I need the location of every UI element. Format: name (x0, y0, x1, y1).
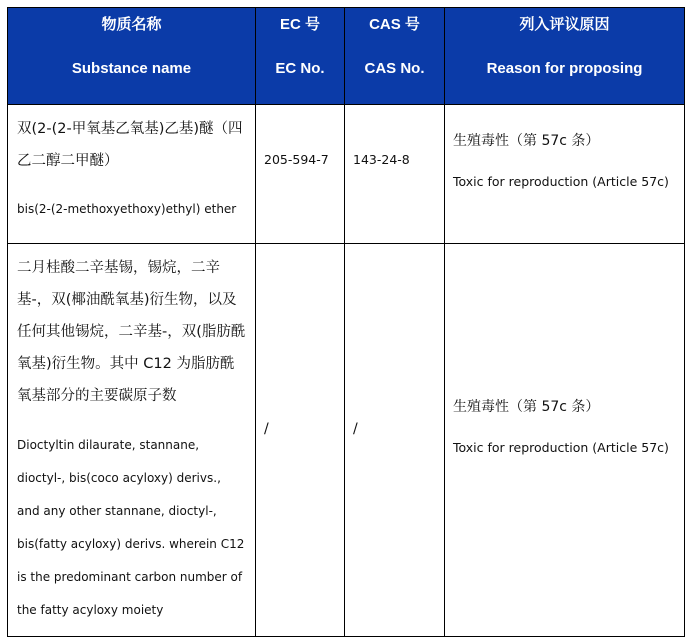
substance-name-zh: 双(2-(2-甲氧基乙氧基)乙基)醚（四乙二醇二甲醚） (17, 121, 243, 169)
header-reason (445, 8, 685, 105)
reason-cell (445, 105, 685, 244)
substance-table (7, 7, 685, 637)
substance-name-en: Dioctyltin dilaurate, stannane, dioctyl-, bis(coco acyloxy) derivs., and any other stannane, dioctyl-, bis(fatty acyloxy) derivs. wherein C12 is the predominant carbon number of the fatty acyloxy moiety (17, 438, 245, 617)
reason-cell (445, 244, 685, 637)
cas-number-value: / (353, 421, 358, 437)
header-cas-number (345, 8, 445, 105)
substance-name-cell (8, 105, 256, 244)
ec-number-value: / (264, 421, 269, 437)
table-row (8, 105, 685, 244)
cas-number-cell (345, 244, 445, 637)
header-ec-number-en: EC No. (275, 60, 325, 77)
ec-number-value: 205-594-7 (264, 152, 329, 167)
reason-en: Toxic for reproduction (Article 57c) (453, 174, 669, 189)
header-cas-number-en: CAS No. (364, 60, 425, 77)
table-header-row (8, 8, 685, 105)
substance-name-zh: 二月桂酸二辛基锡，锡烷，二辛基-，双(椰油酰氧基)衍生物，以及任何其他锡烷，二辛基-，双(脂肪酰氧基)衍生物。其中 C12 为脂肪酰氧基部分的主要碳原子数 (17, 260, 246, 404)
substance-name-en: bis(2-(2-methoxyethoxy)ethyl) ether (17, 202, 237, 216)
substance-name-cell (8, 244, 256, 637)
header-cas-number-zh: CAS 号 (369, 16, 420, 33)
header-ec-number (256, 8, 345, 105)
cas-number-cell (345, 105, 445, 244)
reason-en: Toxic for reproduction (Article 57c) (453, 440, 669, 455)
cas-number-value: 143-24-8 (353, 152, 410, 167)
ec-number-cell (256, 244, 345, 637)
reason-zh: 生殖毒性（第 57c 条） (453, 399, 600, 415)
header-ec-number-zh: EC 号 (279, 16, 320, 33)
header-substance-name (8, 8, 256, 105)
header-reason-en: Reason for proposing (486, 60, 643, 77)
reason-zh: 生殖毒性（第 57c 条） (453, 133, 600, 149)
ec-number-cell (256, 105, 345, 244)
header-substance-name-zh: 物质名称 (101, 16, 162, 33)
header-substance-name-en: Substance name (71, 60, 192, 77)
table-row (8, 244, 685, 637)
header-reason-zh: 列入评议原因 (519, 16, 610, 33)
substance-table-container (7, 7, 685, 637)
